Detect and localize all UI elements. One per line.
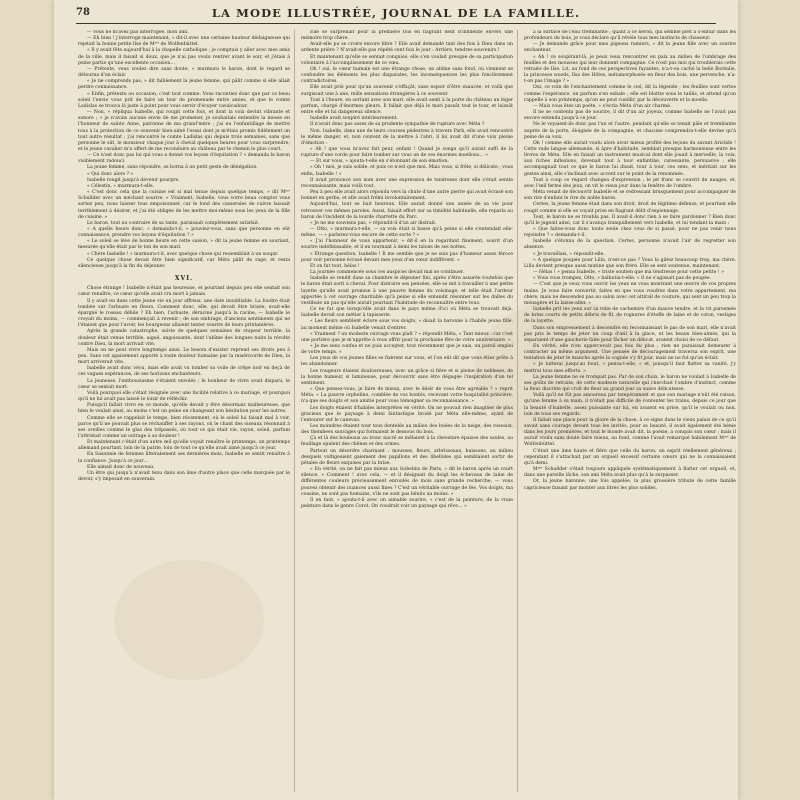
article-paragraph: « Je lutterai jusqu'au bout, » pensa-t-elle, « et, puisqu'il faut flatter sa vanité, j'y mettrai tous mes efforts. » bbox=[524, 362, 736, 374]
article-paragraph: Avait-elle pu se croire encore libre ? Elle avait demandé tant des fois à Dieu dans un ardente prière ? N'avait-elle pas répété cent fois le jour : Arrière, tendres souvenirs ! bbox=[301, 42, 513, 54]
text-column-2 bbox=[301, 30, 513, 796]
text-column-3 bbox=[524, 30, 736, 796]
article-paragraph: En Saxonnie de femmes littéralement ses dernières mois, Isabelle se sentit renaître à la confiance. Jusqu'à ce jour… bbox=[78, 452, 290, 464]
article-paragraph: Elle aimait donc de nouveau. bbox=[87, 464, 155, 470]
text-column-1 bbox=[78, 30, 290, 796]
journal-title: LA MODE ILLUSTRÉE, JOURNAL DE LA FAMILLE. bbox=[211, 6, 581, 20]
article-paragraph: Et maintenant qu'elle se sentait conquise, elle s'en voulait presque de sa participation volontaire à l'accomplissement de ce vœu. bbox=[301, 54, 513, 66]
article-paragraph: « Je ne comprends pas, » dit faiblement la jeune femme, qui pâlit comme si elle allait perdre connaissance. bbox=[78, 79, 290, 91]
article-paragraph: Après la grande catastrophe, suivie de quelques semaines de stupeur terrible, la douleur était venue terrible, aiguë, angoissante, dont l'abîme des longues nuits la révolte contre Dieu, la mort arrivait vite. bbox=[78, 329, 290, 347]
article-paragraph: Certes, la jeune femme était dans son droit, droit de légitime défense, et pourtant elle rougit comme si elle se voyait prise en flagrant délit d'espionnage. bbox=[524, 202, 736, 214]
article-paragraph: Isabelle avait donc vécu, mais elle avait vu tomber sa voile de crêpe noir en deçà de ces vagues espérances, de ses horizons enchanteurs. bbox=[78, 366, 290, 378]
article-paragraph: Mᵐᵉ Schullder s'était toujours appliquée systématiquement à flatter cet orgueil, et, dans une pareille lâche, son ami Méta avait plus qu'à la surpasser. bbox=[524, 467, 736, 479]
article-paragraph: — Mais vous êtes un poète, » s'écria Méta d'un air charmé. bbox=[533, 103, 672, 109]
article-paragraph: Comme elle se rappelait le temps, bien récemment, où le soleil lui faisait mal à voir, parce qu'il ne pouvait plus se réchauffer à ses rayons, où le chant des oiseaux résonnait à ses oreilles comme le glas des trépassés, où tout ce qui était vie, rayon, soleil, parfum l'attristait comme un outrage à sa douleur ! bbox=[78, 415, 290, 439]
article-paragraph: « Étrange question, Isabelle ! Il me semble que je ne suis pas d'humeur assez féroce pour voir personne écrasé devant mes yeux d'un cœur indifférent. » bbox=[301, 251, 513, 263]
article-paragraph: Il en faut, » ajouta-t-il avec un aimable sourire, « c'est de la peinture, de la vraie peinture dans le genre Corot. On voudrait voir un paysage qui rêve… » bbox=[301, 497, 513, 510]
article-paragraph: « Je me sens confus et ne puis accepter, tout récemment que je suis, un pareil emploi de votre temps. » bbox=[301, 343, 513, 356]
article-paragraph: — Hélas ! » pensa Isabelle, « triste soutien que ma tendresse pour cette petite ! » bbox=[533, 270, 724, 276]
article-paragraph: Isabelle se rendit dans sa chambre le déjeuner fini, après s'être assurée toutefois que le baron était sorti à cheval. Pour distraire ses pensées, elle se mit à travailler à une petite layette qu'elle avait promise à une pauvre femme du voisinage, et telle était l'ardeur apportée à cet ouvrage charitable qu'à peine si elle entendit résonner sur les dalles du vestibule un pas qu'elle aurait pourtant l'habitude de reconnaître entre tous. bbox=[301, 276, 513, 306]
page-header bbox=[76, 6, 716, 22]
article-paragraph: — Eh bien ! j'interroge maintenant, » dit-il avec une certaine hauteur dédaigneuse qui rejetait la bonne petite Ilse de Mᵐᵉ de Wolfenbüttel. bbox=[78, 36, 290, 48]
article-paragraph: Et on fut tout, hélas ! bbox=[310, 263, 360, 269]
article-paragraph: « Célestin, » murmura-t-elle. bbox=[87, 183, 155, 189]
article-paragraph: Tout, le baron ne se troubla pas. Il avait-il donc rien à se faire pardonner ? Rien donc qu'il le jugeait ainsi, car il s'avança tranquillement vers Isabelle, et lui tendant la main : bbox=[524, 214, 736, 226]
article-paragraph: Ce ne fut que lorsqu'elle avait dans le pays même d'ici où Méta se trouvait déjà, Isabelle devait son métier à tapisserie. bbox=[301, 307, 513, 319]
article-paragraph: La jeune femme, sans répondre, se borna à un petit geste de dénégation. bbox=[87, 165, 258, 171]
article-paragraph: Partout un désordre charmant : mousses, fleurs, arbrisseaux, buissons, au milieu desquels voltigeaient gaiement des papillons et des libellules qui semblaient sortir de pétales de fleurs exquises par la brise. bbox=[301, 448, 513, 466]
article-paragraph: Mais on ne peut vivre longtemps ainsi. Le besoin d'exister reprend ses droits peu à peu. Sans cet apaisement apporté à toute douleur humaine par la miséricorde de Dieu, la mort arriverait vite. bbox=[78, 347, 290, 366]
article-paragraph: Il ne se contenta pas de sourire, il dit d'un air joyeux, comme Isabelle ne l'avait pas encore entendu jusqu'à ce jour. bbox=[524, 110, 736, 122]
article-paragraph: Oui, ce coin de l'enchantement comme le ciel, dit la légende ; les feuilles sont vertes comme l'espérance, un parfum s'en exhale ; elle est blottie sous le taillis, et attend qu'on rappelle à son printemps, qu'on ne peut cueillir, par la découverte et la moelle. bbox=[524, 85, 736, 103]
article-paragraph: — Prétexte, vous voulez dire sans doute, » murmura le baron, dont le regard se détourna d'un éclair. bbox=[78, 66, 290, 79]
article-paragraph: Elle se surprenait pour la première fois en flagrant délit d'infidélité envers une mémoire trop chère. bbox=[301, 30, 513, 42]
column-divider bbox=[517, 30, 518, 792]
article-paragraph: « Oh ! moi, je suis solide, et puis ce n'est que moi. Mais vous, si frêle, si délicate ; vous enfin, Isabelle ! » bbox=[301, 165, 513, 177]
article-paragraph: Les rougeurs étaient douloureuses, avec un grâce si fière et si pleine de noblesse, de la bonne humeur, si lumineuse, pour découvrir sans être dégagée l'inspiration d'un tel sentiment. bbox=[301, 368, 513, 386]
article-paragraph: Ce quelque chose devait être bien significatif, car Méta pâlit de rage, et resta silencieuse jusqu'à la fin du déjeuner. bbox=[78, 257, 290, 269]
article-paragraph: « Enfin, prétexte ou occasion, c'est tout comme. Vous racontiez donc que par ce beau soleil l'envie vous prit de faire un tour de promenade entre amies, et que le comte Ladislas se trouva là juste à point pour vous servir d'écuyer cavalcadour. bbox=[78, 91, 290, 109]
article-paragraph: « Il y avait fête aujourd'hui à la chapelle catholique ; je comptais y aller avec mes amis de la ville, mais il faisait si doux, que je n'ai pas voulu rentrer avant le soir, et j'étais à peine partie qu'une excellente occasion… bbox=[78, 48, 290, 66]
article-paragraph: Les doigts étaient d'habiles interprètes en vérité. On ne pouvait rien imaginer de plus gracieux que le paysage à demi fantastique brodé par Méta elle-même, ayant de l'entourer sur le canevas. bbox=[301, 405, 513, 423]
column-divider bbox=[294, 30, 295, 792]
article-paragraph: « Que pensez-vous, je faire de mieux, avec le désir de vous être agréable ? » reprit Méta. « La pauvre orpheline, comblée de vos bontés, recevant votre hospitalité princière, n'a que ses doigts et son amitié pour vous témoigner sa reconnaissance. » bbox=[301, 387, 513, 405]
article-paragraph: Or, la jeune baronne, une fois appelée, la plus grossière tribute de cette famille capricieuse faisant par monter aux litres les plus solides. bbox=[524, 479, 736, 491]
article-paragraph: Les yeux de vos jeunes filles se fixèrent sur vous, et l'on eût dit que vous étiez prête à les abandonner. bbox=[301, 356, 513, 368]
article-paragraph: « Qui donc alors ? » bbox=[87, 171, 134, 177]
article-paragraph: Oh ! oui, le cœur humain est une étrange chose, un abîme sans fond, où viennent se confondre les éléments les plus disparates, les inconséquences les plus foncièrement contradictoires. bbox=[301, 66, 513, 85]
article-paragraph: Oh ! comme elle aurait voulu alors avoir mieux profité des leçons du savant Aristide ! Cette rude langue allemande, si âpre d'habitude, semblait presque harmonieuse entre les lèvres de Méta. Elle en faisait un instrument musical dont elle jouait à merveille, la voix, aux riches inflexions, devenait tout à tour enfantine, caressante, persuasive ; elle accompagnait tout ce que le baron lui disait, tour à tour, ces sens, et méritait sur les gestes ainsi, elle s'inclinait avec accent sur le point de la renommée. bbox=[524, 140, 736, 177]
article-paragraph: « En vérité, on ne fait pas mieux aux Gobelins de Paris, » dit le baron après un court silence. « Comment ! avec cela, — et il désignait du doigt les échevaux de laine de différentes couleurs précieusement enroulés de mois sans grande recherche, — vous pouvez obtenir des nuances aussi fines ? C'est un véritable ouvrage de fée. Vos doigts, ma cousine, ne sont pas humains, s'ils ne sont pas bénits au moins. » bbox=[301, 467, 513, 497]
article-paragraph: Tout à coup ce regard changea d'expression ; le jet franc se couvrit de nuages, et, avec l'œil fermé des jeux, on vit le vieux jour dans la fenêtre de l'ombre. bbox=[524, 177, 736, 189]
article-paragraph: Isabelle prit les yeux sur sa robe de cachemire d'un mauve tendre, et la vit parsemée de brins courts de petits débris de fil, de rognures d'étoffe de laine et de coton, vestiges de la layette. bbox=[524, 307, 736, 325]
article-paragraph: « Ah ! ce soupirant-là, je peux veux rencontrer en paix au milieu de l'ombrage des feuilles et des mousses qui leur donnent compagnie. Ce n'est pas moi qui troublerais cette retraite de Ilse. Lit, au fond de ces perspectives fuyantes, n'a-t-on caché la belle Boréalie, la princesse woods, Ilsa des Hôtes, métamorphosée en fleur des bois, une pervenche, n'a-t-on pas l'image ? » bbox=[524, 54, 736, 85]
article-paragraph: Puisqu'il fallait vivre en ce monde, qu'elle devait y être désormais malheureuse, que bien le voulait ainsi, au moins c'est un peine en changeant son hésitation pour les autres. bbox=[78, 403, 290, 415]
article-paragraph: — Je demande grâce pour mes pigeons ramiers, » dit la jeune fille avec un sourire enchanteur. bbox=[524, 42, 736, 54]
article-paragraph: La jeunesse, l'enthousiasme s'étaient envolés ; le bonheur de vivre avait disparu, le cœur se sentait mort. bbox=[78, 378, 290, 390]
article-paragraph: Il y avait eu dans cette jeune vie un jour affreux, une date inoubliable. La foudre était tombée sur l'arbuste en fleurs. Comment donc, elle, qui devait être brisée, avait-elle épargné le roseau débile ? Eh bien, l'arbuste, déraciné jusqu'à la racine, — Isabelle le croyait du moins, — commençait à revenir ; de son ombrage, d'anciens sentiments qui ne l'étaient que pour l'avoir, les bourgeons allaient tenter sourire de leurs printanières. bbox=[78, 298, 290, 329]
article-paragraph: Dans son empressement à descendre en reconnaissant le pas de son mari, elle n'avait pas pris le temps de jeter un coup d'œil à la glace, et les beaux bien-aimés, qui la séparaient d'une gaucherie faite pour fâcher un délicat, avaient choisi de ce défaut. bbox=[524, 325, 736, 343]
article-paragraph: Isabelle rougit jusqu'à devenir pourpre. bbox=[87, 177, 180, 183]
article-paragraph: Çà et là des bouleaux au tronc nacré se mêlaient à la chevelure épaisse des saules, au feuillage opulent des chênes et des ormes. bbox=[301, 436, 513, 448]
article-paragraph: Voilà qu'il ne fût pas amoureux par tempérament et que son mariage n'eût été raison, qu'une femme à sa main, il n'était pas difficile de contenter les trains, depuis ce jour que la beauté d'Isabelle, assez puissante sur lui, en avaient eu prise, qu'il le voulait ou non, loin de tous ses regards. bbox=[524, 393, 736, 417]
article-paragraph: « J'ai l'honneur de vous appartenir, » dit-il en la regardant fixement, sourit d'un sourire indéfinissable, et il en tournant à demi les talons de ses bottes. bbox=[301, 239, 513, 251]
article-paragraph: — Otto, » murmura-t-elle, — sa voix était si basse qu'à peine si elle s'entendait elle-même, — « parlerez-vous encore de cette sorte ? » bbox=[301, 227, 513, 239]
article-paragraph: Isabelle avait soupiré intérieurement. bbox=[310, 116, 398, 122]
article-paragraph: « Vraiment ? un modeste ouvrage vous plaît ? » répondit Méta, « Tant mieux : car c'est une portière que je m'apprête à vous offrir pour la prochaine fête de votre anniversaire. » bbox=[301, 331, 513, 343]
article-paragraph: Chose étrange ! Isabelle n'était pas heureuse, et pourtant depuis peu elle sentait son cœur renaître, ce cœur qu'elle avait cru mort à jamais. bbox=[78, 286, 290, 298]
article-paragraph: — Non, » répliqua Isabelle, qui rougit cette fois, et dont la voix devint vibrante et sonore ; « je n'avais aucune envie de me promener, je souhaitais entendre la messe en l'honneur de sainte Anne, patronne de ma grand'mère ; j'ai eu l'enfantillage de mettre tous à la protection de ce souvenir bien-aimé l'essai dont je m'étais promis fidèlement un tout autre résultat ; j'ai rencontré le comte Ladislas qui depuis trois semaines, sans que personne le sût, le monsieur chaque jour à cheval quelques heures pour vous surprendre, et le jeune cavalier m'a offert de me reconduire au château par le chemin le plus court. bbox=[78, 110, 290, 152]
article-paragraph: La journée commencée sous ces auspices devait mal se continuer. bbox=[310, 270, 464, 276]
article-paragraph: — Vous ne m'avez pas interrogée, mon ami. bbox=[87, 30, 189, 35]
article-paragraph: « A quelque poupée pour Lilla, n'est-ce pas ? Vous la gâtez beaucoup trop, ma chère. Lilla devient presque aussi mutine que son frère. Elle se sent soutenue, maintenant. bbox=[524, 257, 736, 269]
newspaper-page bbox=[54, 0, 738, 800]
article-paragraph: La jeune femme ne se trompait pas. Par de son choix, le baron ne voulait à Isabelle de ses goûts de retraite, de cette modeste naturelle qui cherchait l'ombre d'instinct, comme la fleur discrète qui croit de fleur au grand jour sa suave délicatesse. bbox=[524, 374, 736, 393]
article-paragraph: « Ah ! que vous m'avez fait peur, enfant ! Quand je songe qu'il aurait suffi de la rupture d'une corde pour faire tomber sur vous un de ces énormes moellons… » bbox=[301, 146, 513, 159]
article-paragraph: En vérité, elle n'en appercevait pas fois du plus ; rien ne paraissait demeurer à contracter au même argument. Une pensée de découragement traversa son esprit, une tentation de jeter le manche après la cognée s'y fit jour, mais ne ne fut qu'un éclair. bbox=[524, 343, 736, 362]
article-paragraph: à la surface de l'eau tremblante ; quant à ce héron, qui semble prêt à s'enfuir dans les profondeurs du bois, je vous déclare qu'il révèle tous mes instincts de chasseur. bbox=[524, 30, 736, 42]
article-paragraph: Le baron, tout au contraire de sa tante, paraissait complètement satisfait. bbox=[87, 220, 260, 226]
article-paragraph: « Les fleurs semblent éclore sous vos doigts, » disait la baronne à l'habile jeune fille, au moment même où Isabelle venait d'entrer. bbox=[301, 319, 513, 331]
article-paragraph: Ne le voyaient-ils donc pas l'un et l'autre, pendant qu'elle se tenait pâle et tremblante auprès de la porte, éloignée de la compagnie, et chacune comprendra-t-elle devine qu'à peine de sa voix. bbox=[524, 122, 736, 140]
article-paragraph: « Vous vous trompez, Otto, » balbutia-t-elle. « Il ne s'agissait pas de poupée. bbox=[533, 276, 712, 282]
article-paragraph: Isabelle s'étonna de la question. Certes, personne n'avait l'air de regretter son absence. bbox=[524, 239, 736, 251]
article-paragraph: « Je ne me souviens pas, » répondit-il d'un air distrait. bbox=[310, 220, 437, 226]
article-paragraph: Méta venait de découvrir Isabelle et se redressant brusquement pour accompagner de son rire d'enfant le rire du noble baron. bbox=[524, 190, 736, 202]
article-paragraph: Non. Isabelle, dans une de leurs courses pédestres à travers Park, elle avait rencontré le même danger, et, non content de la mettre à l'abri, il lui avait dit d'une voix pleine d'émotion : bbox=[301, 128, 513, 146]
article-paragraph: Peu à peu elle avait alors répondu vers la chute d'une autre pierre qui avait écrasé son bonnet en gerbe, et elle avait frémi involontairement. bbox=[301, 190, 513, 202]
article-paragraph: « Que faites-vous donc toute seule chez vous de si passé, pour ne pas venir nous rejoindre ? » demanda-t-il. bbox=[524, 227, 736, 239]
article-paragraph: Les moindres étaient tour tous dentelés au milieu des buées de la neige, des roseaux, des thembees sauvages qui formaient le dessous du bois. bbox=[301, 424, 513, 436]
article-paragraph: « A quelle heure donc, » demanda-t-il, « pouviez-vous, sans que personne en eût connaissance, prendre vos leçons d'équitation ? » bbox=[78, 227, 290, 239]
page-number: 78 bbox=[76, 7, 90, 18]
article-paragraph: Il fallait une place pour la gloire de la chose, à ce signe dans le vieux palais de ce qu'il savait sans courage devant tous les invités, pour sa beauté, il avait également été bénie dans les jours premières, et tout le monde avait dit, la poésie, a conquis son cœur ; mais il aurait voulu sans doute faire mieux, au fond, comme l'avait remarqué habilement Mᵐᵉ de Wolfenbüttel. bbox=[524, 417, 736, 448]
section-heading: XVI. bbox=[174, 275, 194, 283]
article-paragraph: Un être qui jusqu'à n'avait tenu dans son âme d'autre place que celle marquée par le devoir, s'y imposait en souverain. bbox=[78, 470, 290, 483]
article-paragraph: Voilà pourquoi elle s'était résignée avec une facilité relative à ce mariage, et pourquoi qu'il ne lui avait pas laissé le loisir de réfléchir. bbox=[78, 390, 290, 403]
article-paragraph: — Ce n'est donc pas lui qui vous a donné vos leçons d'équitation ? » demanda le baron visiblement radouci. bbox=[78, 153, 290, 165]
article-paragraph: Et maintenant c'était d'un autre œil qu'elle voyait renaître le printemps, un printemps allemand pourtant, loin de la patrie, loin de tout ce qu'elle avait aimé jusqu'à ce jour. bbox=[78, 440, 290, 452]
article-paragraph: Elle avait prié pour qu'un souvenir s'effaçât, sans espoir d'être exaucée, et voilà que surgissait une à une, mille sensations étrangères à ce souvenir. bbox=[301, 85, 513, 97]
article-paragraph: « C'est donc cela que la cuisine est si mal tenue depuis quelque temps, » dit Mᵐᵉ Schullder avec un méchant sourire. « Vraiment, Isabelle, vous votre beau complot vous sortez peu, nous laisser tous empoisonner, car le fond des casseroles de cuivre laissait terriblement à désirer, et j'ai été obligée de les mettre moi-même sous les yeux de la fille de cuisine. » bbox=[78, 190, 290, 220]
article-paragraph: C'était une âme haute et fière que celle du baron, un esprit réellement généreux ; cependant il s'attachait par un orgueil excessif certains cœurs qui ne la connaissaient qu'à demi. bbox=[524, 448, 736, 466]
article-paragraph: « Je travaillais, » répondit-elle. bbox=[533, 251, 605, 257]
article-paragraph: « Le soleil se lève de bonne heure en cette saison, » dit la jeune femme en souriant, mesurée qu'elle était par le ton de son mari. bbox=[78, 239, 290, 251]
article-paragraph: — C'est que je veux vous ouvrir les yeux en vous montrant une œuvre de vos propres mains. Je vous faire convertir, faites en que vous voudrez dans votre appartement, ma chère, mais ne descendez pas au salon avec cet attirail de couture, qui sent un peu trop la ménagère et la laisse-aller. » bbox=[524, 282, 736, 306]
article-paragraph: « Chère Isabelle ! » murmura-t-il, avec quelque chose qui ressemblait à un soupir. bbox=[87, 251, 279, 257]
article-paragraph: — Et sur vous, » ajouta-t-elle en s'étonnant de son émotion. bbox=[310, 159, 449, 165]
article-paragraph: Il n'avait donc pas assez de sa prudente sympathie de rupture avec Méta ? bbox=[310, 122, 485, 128]
article-paragraph: Tout à l'heure, en sortant avec son mari, elle avait senti à la porte du château un léger parfum, chargé d'énormes pleurs. Il fallait que déjà le mari passât tout le tour, et laissât entre elle et lui dangereux silence. bbox=[301, 97, 513, 116]
article-paragraph: Il avait prononcé son nom avec une expression de tendresse dont elle s'était sentie reconnaissante, mais voilà tout. bbox=[301, 177, 513, 189]
header-rule bbox=[76, 23, 716, 24]
article-paragraph: Aujourd'hui, tout se liait heureux. Elle aurait donné une année de sa vie pour retrouver ces mêmes paroles. Aussi, faisait effort sur sa timidité habituelle, elle reparla au baron de l'incident de la lourde charrette du Parc. bbox=[301, 202, 513, 220]
